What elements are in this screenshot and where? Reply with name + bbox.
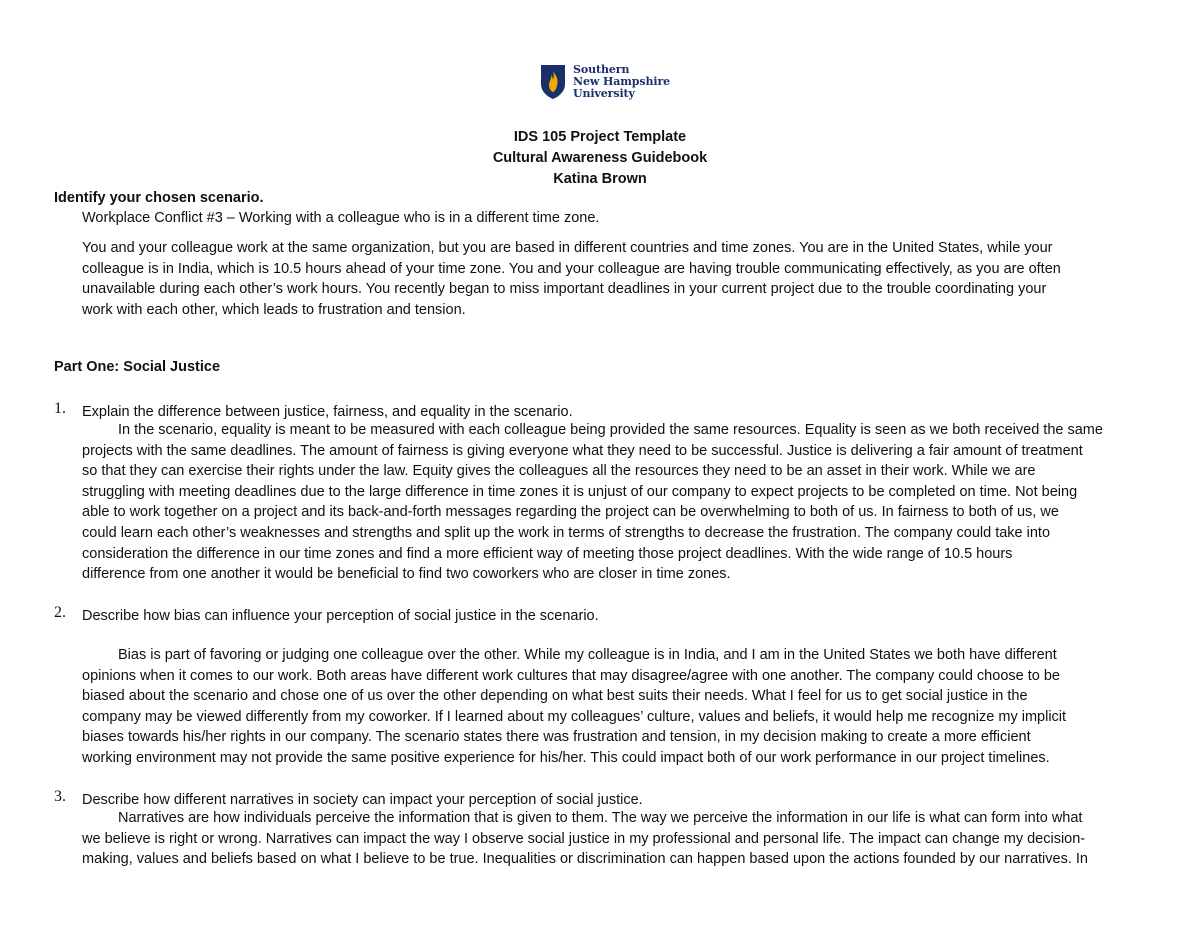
shield-flame-icon [540, 64, 566, 100]
answer-1-line: so that they can exercise their rights under the law. Equity gives the colleagues all the resources they need to be an asset in their work. While we are [82, 463, 1036, 480]
document-header [0, 127, 1200, 190]
scenario-line: colleague is in India, which is 10.5 hours ahead of your time zone. You and your colleague are having trouble communicating effectively, as you are often [82, 260, 1061, 277]
scenario-line: work with each other, which leads to frustration and tension. [82, 301, 466, 318]
document-title: IDS 105 Project Template [513, 129, 687, 145]
answer-1-line: difference from one another it would be beneficial to find two coworkers who are closer in time zones. [82, 566, 731, 583]
answer-3 [82, 808, 1088, 870]
answer-1-line: could learn each other’s weaknesses and strengths and split up the work in terms of strengths to decrease the frustration. The company could take into [82, 524, 1051, 541]
answer-2-line: Bias is part of favoring or judging one colleague over the other. While my colleague is in India, and I am in the United States we both have different [118, 647, 1057, 663]
answer-2 [82, 645, 1066, 769]
question-1-text: Explain the difference between justice, fairness, and equality in the scenario. [82, 404, 573, 420]
answer-3-line: Narratives are how individuals perceive the information that is given to them. The way we perceive the information in our life is what can form into what [118, 810, 1083, 826]
answer-2-line: biases towards his/her rights in our company. The scenario states there was frustration and tension, in my decision making to create a more efficient [82, 729, 1031, 746]
answer-1-line: In the scenario, equality is meant to be measured with each colleague being provided the same resources. Equality is seen as we both received the same [118, 422, 1103, 438]
answer-2-line: working environment may not provide the same positive experience for his/her. This could impact both of our work performance in our project timelines. [82, 749, 1050, 766]
snhu-logo [540, 64, 670, 100]
question-1-number: 1. [54, 400, 66, 417]
question-2-text: Describe how bias can influence your perception of social justice in the scenario. [82, 608, 599, 624]
document-subtitle: Cultural Awareness Guidebook [492, 150, 708, 166]
document-author: Katina Brown [553, 171, 647, 187]
answer-3-line: making, values and beliefs based on what I believe to be true. Inequalities or discrimination can happen based upon the actions founded by our narratives. In [82, 851, 1088, 868]
scenario-line: unavailable during each other’s work hours. You recently began to miss important deadlines in your current project due to the trouble coordinating your [82, 281, 1047, 298]
answer-2-line: opinions when it comes to our work. Both areas have different work cultures that may disagree/agree with one another. The company could choose to be [82, 667, 1060, 684]
answer-1-line: projects with the same deadlines. The amount of fairness is giving everyone what they need to be successful. Justice is delivering a fair amount of treatment [82, 442, 1083, 459]
logo-wordmark [573, 64, 670, 100]
answer-1-line: consideration the difference in our time zones and find a more efficient way of meeting those project deadlines. With the wide range of 10.5 hours [82, 545, 1013, 562]
logo-line-1: Southern [573, 63, 630, 76]
answer-1-line: able to work together on a project and its back-and-forth messages regarding the project can be overwhelming to both of us. In fairness to both of us, we [82, 504, 1059, 521]
scenario-conflict: Workplace Conflict #3 – Working with a colleague who is in a different time zone. [82, 210, 600, 226]
part-one-heading: Part One: Social Justice [54, 359, 221, 375]
question-3-text: Describe how different narratives in society can impact your perception of social justice. [82, 792, 643, 808]
question-2-number: 2. [54, 604, 66, 621]
scenario-heading: Identify your chosen scenario. [54, 190, 264, 206]
answer-1-line: struggling with meeting deadlines due to the large difference in time zones it is unjust of our company to expect projects to be completed on time. Not being [82, 483, 1078, 500]
answer-3-line: we believe is right or wrong. Narratives can impact the way I observe social justice in my professional and personal life. The impact can change my decision- [82, 830, 1086, 847]
answer-2-line: biased about the scenario and chose one of us over the other depending on what best suits their needs. What I feel for us to get social justice in the [82, 688, 1028, 705]
answer-2-line: company may be viewed differently from my coworker. If I learned about my colleagues’ culture, values and beliefs, it would help me recognize my implicit [82, 708, 1067, 725]
scenario-line: You and your colleague work at the same organization, but you are based in different countries and time zones. You are in the United States, while your [82, 240, 1053, 256]
scenario-description [82, 238, 1061, 320]
logo-line-2: New Hampshire [573, 75, 671, 88]
logo-line-3: University [573, 87, 635, 100]
question-3-number: 3. [54, 788, 66, 805]
answer-1 [82, 420, 1103, 585]
